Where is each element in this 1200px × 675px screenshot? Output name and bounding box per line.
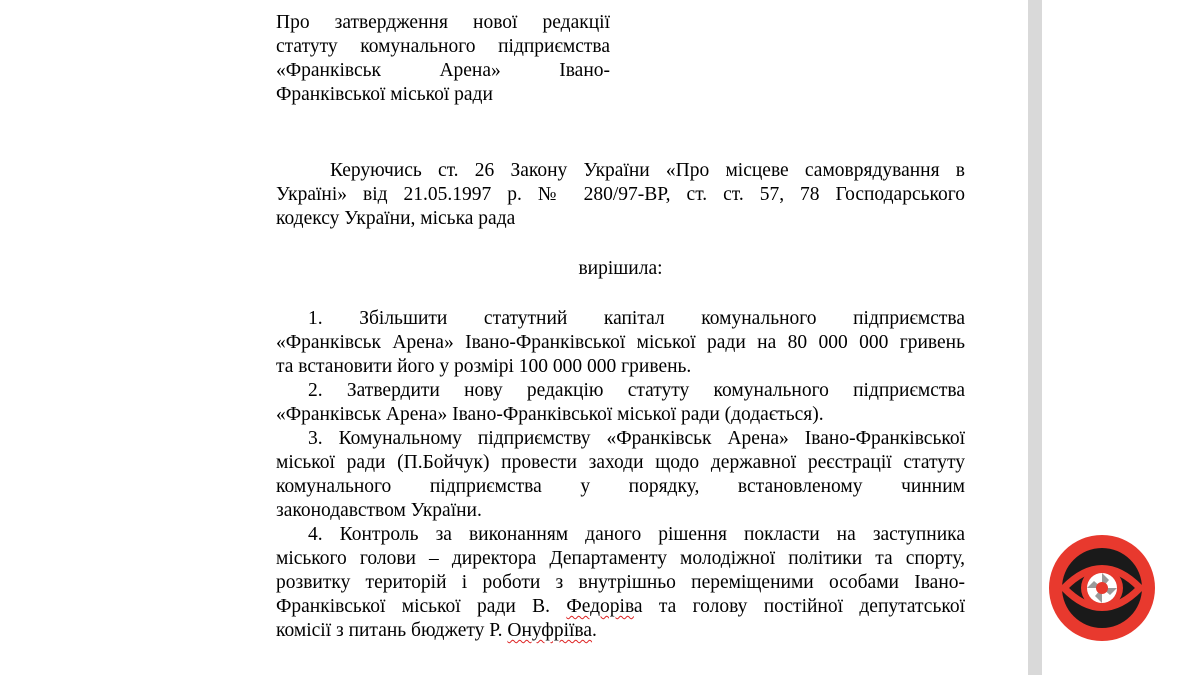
title-line-3: «Франківськ Арена» Івано- [276, 60, 610, 81]
resolved-heading: вирішила: [578, 258, 663, 279]
eye-aperture-icon [1049, 535, 1155, 641]
item-3-line-3: комунального підприємства у порядку, встановленому чинним [276, 476, 965, 497]
item-4-line-4-b: а та голову постійної депутатської [633, 596, 965, 617]
item-2-line-1: 2. Затвердити нову редакцію статуту комунального підприємства [308, 380, 965, 401]
item-3-line-1: 3. Комунальному підприємству «Франківськ Арена» Івано-Франківської [308, 428, 965, 449]
item-4-line-3: розвитку територій і роботи з внутрішньо переміщеними особами Івано- [276, 572, 965, 593]
item-3-line-2: міської ради (П.Бойчук) провести заходи щодо державної реєстрації статуту [276, 452, 965, 473]
title-line-4: Франківської міської ради [276, 84, 493, 105]
spellcheck-word-onufriiv: Онуфріїва [507, 620, 593, 641]
preamble-paragraph [276, 159, 965, 231]
item-1-line-1: 1. Збільшити статутний капітал комунального підприємства [308, 308, 965, 329]
logo-pupil [1096, 582, 1108, 594]
logo-svg [1049, 535, 1155, 641]
document-title [276, 11, 610, 107]
document-edge-scrollbar[interactable] [1028, 0, 1042, 675]
title-line-2: статуту комунального підприємства [276, 36, 610, 57]
item-1-line-3: та встановити його у розмірі 100 000 000 гривень. [276, 356, 692, 377]
preamble-line-1: Керуючись ст. 26 Закону України «Про місцеве самоврядування в [330, 160, 965, 181]
item-1-line-2: «Франківськ Арена» Івано-Франківської міської ради на 80 000 000 гривень [276, 332, 965, 353]
item-4-line-5-b: . [592, 620, 597, 641]
preamble-line-2: Україні» від 21.05.1997 р. № 280/97-ВР, ст. ст. 57, 78 Господарського [276, 184, 965, 205]
item-4-line-2: міського голови – директора Департаменту молодіжної політики та спорту, [276, 548, 965, 569]
item-3-line-4: законодавством України. [276, 500, 482, 521]
item-2-line-2: «Франківськ Арена» Івано-Франківської міської ради (додається). [276, 404, 824, 425]
title-line-1: Про затвердження нової редакції [276, 12, 610, 33]
item-4-line-4-a: Франківської міської ради В. [276, 596, 567, 617]
preamble-line-3: кодексу України, міська рада [276, 208, 516, 229]
spellcheck-word-fedoriv: Федорів [566, 596, 634, 617]
item-4-line-1: 4. Контроль за виконанням даного рішення покласти на заступника [308, 524, 965, 545]
item-4-line-4 [276, 595, 965, 619]
resolution-items [276, 307, 965, 643]
item-4-line-5-a: комісії з питань бюджету Р. [276, 620, 508, 641]
item-4-line-5 [276, 619, 965, 643]
